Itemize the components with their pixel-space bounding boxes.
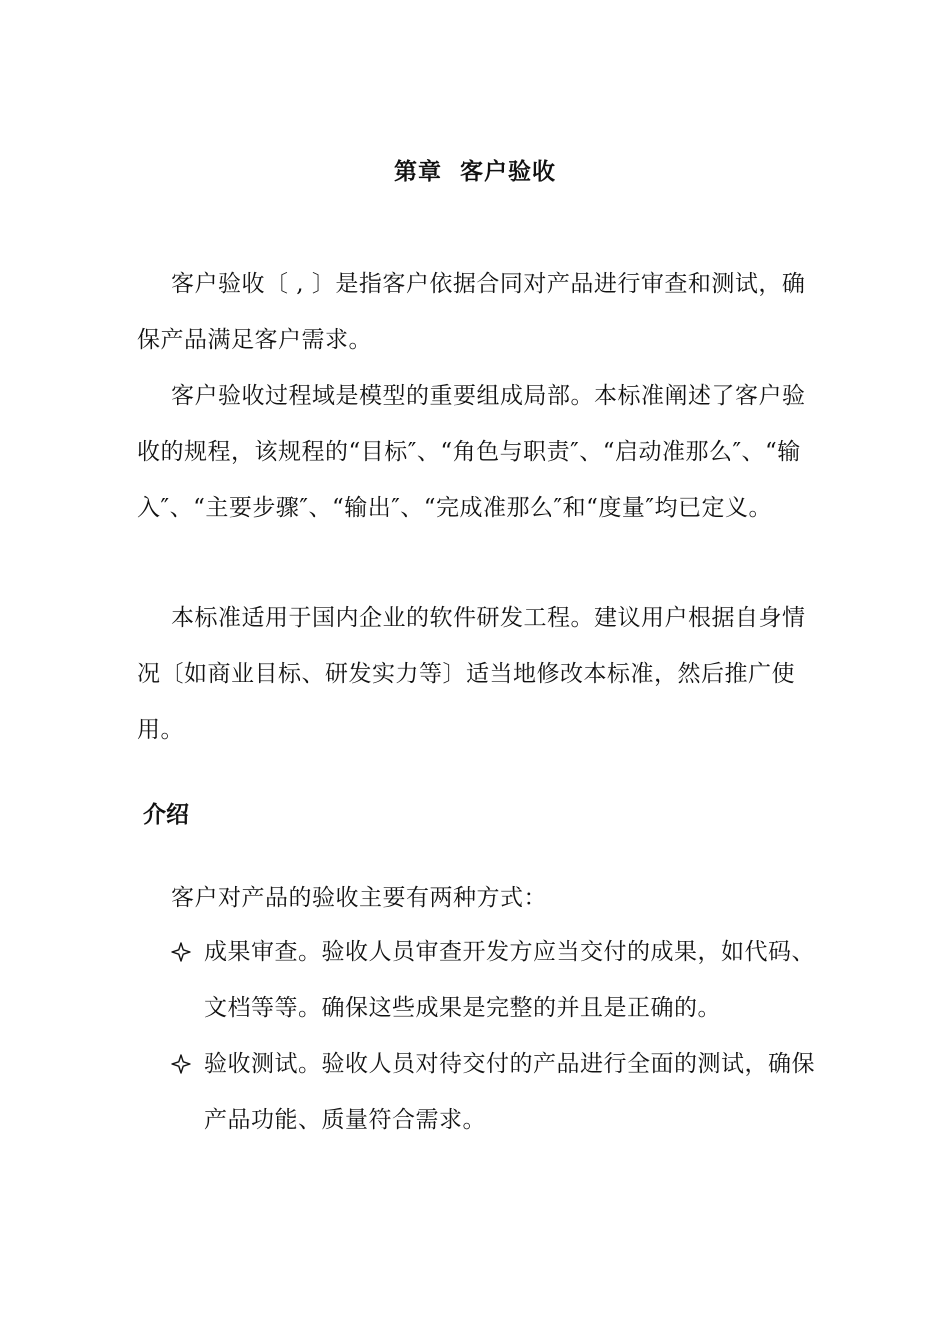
body-paragraph: 客户验收过程域是模型的重要组成局部。本标准阐述了客户验收的规程，该规程的“目标″、“角色与职责″、“启动准那么″、“输入″、“主要步骤″、“输出″、“完成准那么″和“度量″均已定义。	[137, 383, 806, 521]
bullet-text: 验收测试。验收人员对待交付的产品进行全面的测试，确保产品功能、质量符合需求。	[204, 1051, 815, 1133]
bullet-list	[171, 924, 831, 1148]
list-item	[171, 1036, 831, 1148]
diamond-star-icon	[171, 1036, 195, 1092]
chapter-title: 第章 客户验收	[393, 159, 556, 186]
section-heading: 介绍	[143, 802, 189, 828]
body-paragraph: 客户验收〔 , 〕是指客户依据合同对产品进行审查和测试，确保产品满足客户需求。	[137, 271, 806, 353]
diamond-star-icon	[171, 924, 195, 980]
bullet-text: 成果审查。验收人员审查开发方应当交付的成果，如代码、文档等等。确保这些成果是完整的并且是正确的。	[204, 939, 815, 1021]
list-item	[171, 924, 831, 1036]
intro-line: 客户对产品的验收主要有两种方式：	[171, 885, 547, 911]
body-paragraph: 本标准适用于国内企业的软件研发工程。建议用户根据自身情况〔如商业目标、研发实力等〕适当地修改本标准，然后推广使用。	[137, 605, 806, 743]
